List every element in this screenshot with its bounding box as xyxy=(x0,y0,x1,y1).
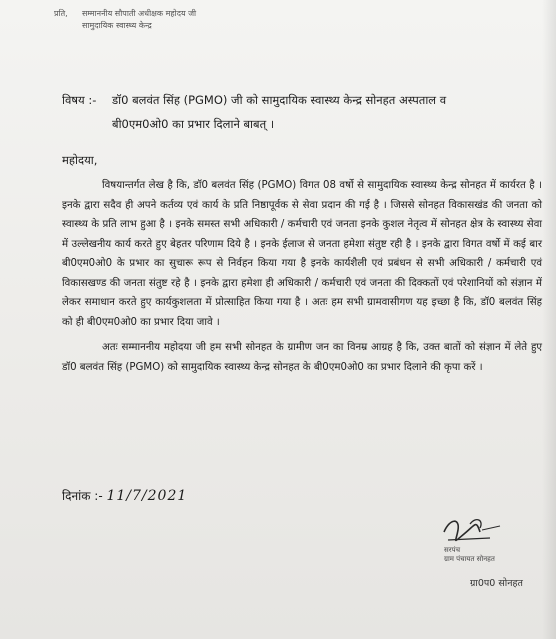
stamp-line-1: सरपंच xyxy=(444,546,461,554)
stamp-text xyxy=(444,546,495,564)
salutation: महोदया, xyxy=(62,153,98,167)
signature-scribble xyxy=(430,510,530,576)
signature-stamp xyxy=(430,510,530,576)
date-line xyxy=(62,487,187,504)
letter-body xyxy=(62,176,542,377)
recipient-line-1: सम्माननीय सौपाती अधीक्षक महोदय जी xyxy=(82,9,197,18)
date-label: दिनांक :- xyxy=(62,489,103,503)
stamp-line-2: ग्राम पंचायत सोनहत xyxy=(444,555,495,563)
date-value: 11/7/2021 xyxy=(106,488,188,504)
subject-label: विषय :- xyxy=(62,93,97,107)
subject-block xyxy=(62,88,542,136)
subject-line-1: डॉ0 बलवंत सिंह (PGMO) जी को सामुदायिक स्वास्थ्य केन्द्र सोनहत अस्पताल व xyxy=(112,93,447,107)
page-edge-shadow xyxy=(542,0,556,639)
recipient-line-2: सामुदायिक स्वास्थ्य केन्द्र xyxy=(82,21,152,30)
recipient-address xyxy=(54,8,197,32)
recipient-prefix: प्रति, xyxy=(54,9,68,18)
body-paragraph-1: विषयान्तर्गत लेख है कि, डॉ0 बलवंत सिंह (PGMO) विगत 08 वर्षो से सामुदायिक स्वास्थ्य केन्द्र सोनहत में कार्यरत है । इनके द्वारा सदैव ही अपने कर्तव्य एवं कार्य के प्रति निष्ठापूर्वक से सेवा प्रदान की गई है । जिससे सोनहत विकासखंड की जनता को स्वास्थ्य के प्रति लाभ हुआ है । इनके समस्त सभी अधिकारी / कर्मचारी एवं जनता इनके कुशल नेतृत्व में सोनहत क्षेत्र के स्वास्थ्य सेवा में उल्लेखनीय कार्य करते हुए बेहतर परिणाम दिये है । इनके ईलाज से जनता हमेशा संतुष्ट रही है । इनके द्वारा विगत वर्षो में कई बार बी0एम0ओ0 के प्रभार का सुचारू रूप से निर्वहन किया गया है इनके कार्यशैली एवं प्रबंधन से सभी अधिकारी / कर्मचारी एवं विकासखण्ड की जनता संतुष्ट रहे है । इनके द्वारा हमेशा ही अधिकारी / कर्मचारी एवं जनता की दिक्कतों एवं परेशानियों को संज्ञान में लेकर समाधान करते हुए कार्यकुशलता में प्रोत्साहित किया गया है । अतः हम सभी ग्रामवासीगण यह इच्छा है कि, डॉ0 बलवंत सिंह को ही बी0एम0ओ0 का प्रभार दिया जावे । xyxy=(62,180,542,328)
body-paragraph-2: अतः सम्माननीय महोदया जी हम सभी सोनहत के ग्रामीण जन का विनम्र आग्रह है कि, उक्त बातों को संज्ञान में लेते हुए डॉ0 बलवंत सिंह (PGMO) को सामुदायिक स्वास्थ्य केन्द्र सोनहत के बी0एम0ओ0 का प्रभार दिलाने की कृपा करें । xyxy=(62,342,542,373)
signatory-title: ग्रा0प0 सोनहत xyxy=(470,578,523,589)
subject-line-2: बी0एम0ओ0 का प्रभार दिलाने बाबत् । xyxy=(112,117,275,131)
